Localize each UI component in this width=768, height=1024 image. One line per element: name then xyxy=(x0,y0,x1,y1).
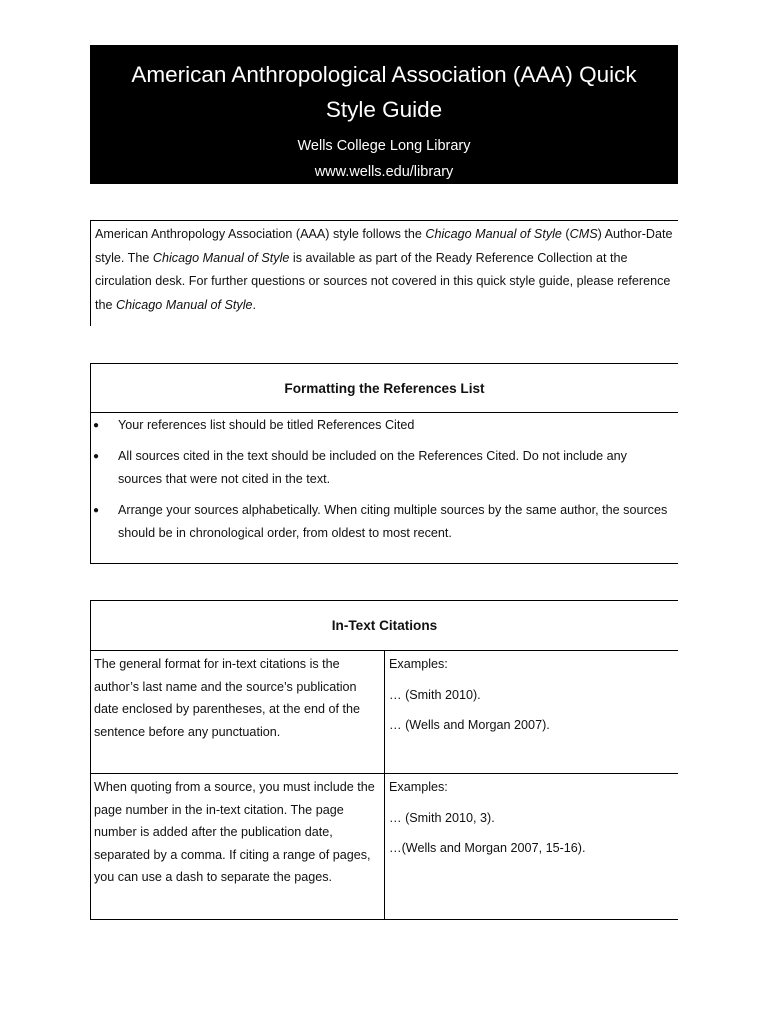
table-row xyxy=(91,651,678,774)
citation-description: When quoting from a source, you must include the page number in the in-text citation. The page number is added after the publication date, separated by a comma. If citing a range of pages, you can use a dash to separate the pages. xyxy=(91,774,385,919)
citations-section xyxy=(90,600,678,920)
intro-text xyxy=(91,221,678,317)
intro-italic-segment: CMS xyxy=(569,227,598,241)
examples-label: Examples: xyxy=(389,780,448,794)
list-item-text: Arrange your sources alphabetically. When citing multiple sources by the same author, the sources should be in chronological order, from oldest to most recent. xyxy=(118,502,668,540)
library-url: www.wells.edu/library xyxy=(314,164,454,180)
intro-italic-segment: Chicago Manual of Style xyxy=(425,227,562,241)
example-line: … (Smith 2010, 3). xyxy=(389,810,495,825)
intro-segment: ( xyxy=(561,227,570,241)
intro-italic-segment: Chicago Manual of Style xyxy=(116,297,253,312)
bullet-icon: ● xyxy=(93,504,100,516)
intro-segment: American Anthropology Association (AAA) style follows the xyxy=(95,227,426,241)
intro-segment: . xyxy=(252,297,257,312)
list-item xyxy=(93,414,674,438)
intro-segment: is available as part of the Ready Reference Collection at the circulation desk. For further questions or sources not covered in this quick style guide, please reference the xyxy=(95,250,671,312)
references-section xyxy=(90,363,678,564)
table-row xyxy=(91,774,678,919)
list-item-text: Your references list should be titled References Cited xyxy=(118,418,415,432)
citations-title: In-Text Citations xyxy=(91,601,678,651)
references-title: Formatting the References List xyxy=(91,364,678,413)
intro-italic-segment: Chicago Manual of Style xyxy=(152,250,290,265)
library-name: Wells College Long Library xyxy=(297,138,471,154)
list-item xyxy=(93,499,674,546)
bullet-icon: ● xyxy=(93,450,100,462)
list-item xyxy=(93,445,674,492)
header-banner xyxy=(90,45,678,184)
example-line: …(Wells and Morgan 2007, 15-16). xyxy=(389,841,586,856)
page-title: American Anthropological Association (AAA) Quick Style Guide xyxy=(131,62,637,122)
list-item-text: All sources cited in the text should be included on the References Cited. Do not include any sources that were not cited in the text. xyxy=(118,448,627,486)
example-line: … (Wells and Morgan 2007). xyxy=(389,718,550,733)
citation-examples xyxy=(385,774,678,919)
citation-examples xyxy=(385,651,678,773)
example-line: … (Smith 2010). xyxy=(389,687,481,702)
intro-box xyxy=(90,220,678,326)
examples-label: Examples: xyxy=(389,657,448,671)
intro-segment: ) Author-Date style. The xyxy=(95,227,673,265)
bullet-icon: ● xyxy=(93,420,100,431)
citation-description: The general format for in-text citations is the author’s last name and the source’s publication date enclosed by parentheses, at the end of the sentence before any punctuation. xyxy=(91,651,385,773)
references-list xyxy=(91,413,678,546)
